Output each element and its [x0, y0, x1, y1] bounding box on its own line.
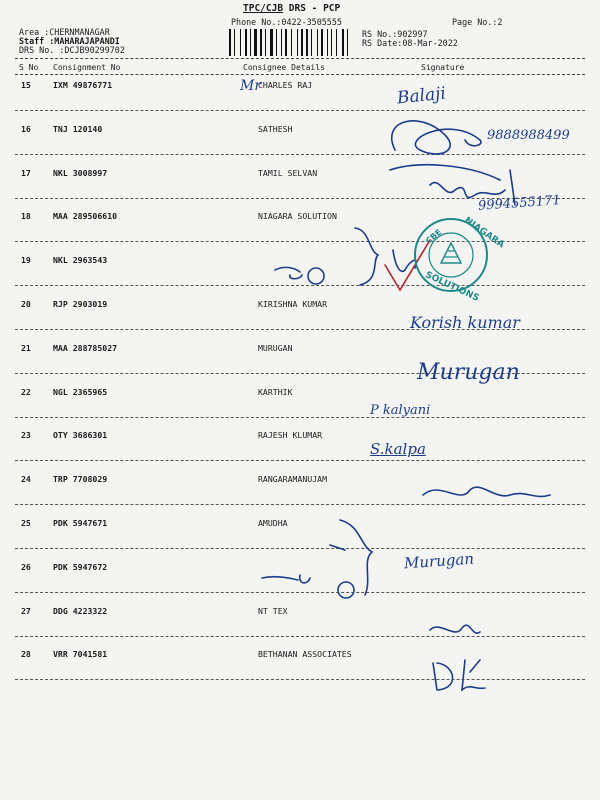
barcode-bar: [232, 29, 233, 56]
row-consignment-no: TNJ 120140: [53, 123, 103, 134]
row-consignee: KARTHIK: [258, 386, 293, 397]
barcode-bar: [242, 29, 244, 56]
barcode-bar: [245, 29, 247, 56]
barcode-bar: [321, 29, 323, 56]
row-divider: [15, 592, 585, 593]
barcode-bar: [263, 29, 264, 56]
barcode-bar: [234, 29, 235, 56]
row-divider: [15, 504, 585, 505]
column-header-signature: Signature: [421, 63, 465, 72]
barcode-bar: [317, 29, 318, 56]
row-divider: [15, 679, 585, 680]
row-sno: 25: [21, 518, 31, 528]
barcode-bar: [313, 29, 316, 56]
row-sno: 16: [21, 123, 31, 134]
barcode-bar: [319, 29, 320, 56]
row-consignment-no: VRR 7041581: [53, 649, 108, 660]
barcode-bar: [236, 29, 239, 56]
barcode-bar: [297, 29, 298, 56]
signature-row-20-text: Korish kumar: [410, 313, 520, 332]
row-sno: 18: [21, 211, 31, 222]
stamp-top-text: NIAGARA: [462, 215, 506, 251]
signature-row-26-text: Murugan: [403, 549, 475, 573]
phone-handwritten-16: 9888988499: [487, 128, 570, 143]
row-divider: [15, 460, 585, 461]
barcode-bar: [288, 29, 290, 56]
row-divider: [15, 285, 585, 286]
row-consignee: TAMIL SELVAN: [258, 167, 318, 178]
barcode-bar: [304, 29, 305, 56]
barcode-bar: [299, 29, 300, 56]
barcode-bar: [345, 29, 346, 56]
barcode-bar: [285, 29, 287, 56]
row-consignee: KIRISHNA KUMAR: [258, 299, 328, 309]
barcode-bar: [267, 29, 269, 56]
barcode-bar: [274, 29, 275, 56]
stamp-bottom-text: SOLUTIONS: [423, 270, 481, 304]
row-sno: 15: [21, 80, 31, 90]
barcode-bar: [342, 29, 344, 56]
table-row: [0, 80, 600, 124]
row-sno: 27: [21, 605, 31, 616]
page-number: Page No.:2: [452, 17, 503, 27]
signature-row-22-text: P kalyani: [370, 403, 431, 418]
barcode: [229, 29, 353, 56]
row-consignee: BETHANAN ASSOCIATES: [258, 649, 352, 660]
barcode-bar: [283, 29, 284, 56]
barcode-bar: [331, 29, 332, 56]
row-consignment-no: MAA 289506610: [53, 211, 118, 222]
row-consignment-no: IXM 49876771: [53, 80, 113, 90]
row-sno: 28: [21, 649, 31, 660]
row-consignment-no: PDK 5947671: [53, 518, 108, 528]
row-consignment-no: RJP 2903019: [53, 299, 108, 309]
table-row: [0, 518, 600, 562]
row-divider: [15, 548, 585, 549]
barcode-bar: [327, 29, 328, 56]
barcode-bar: [329, 29, 330, 56]
header-divider-bottom: [15, 74, 585, 75]
table-row: [0, 606, 600, 650]
row-consignment-no: PDK 5947672: [53, 561, 108, 572]
row-divider: [15, 636, 585, 637]
stamp-left-text: CBE: [424, 227, 444, 246]
table-row: [0, 562, 600, 606]
barcode-bar: [324, 29, 326, 56]
row-sno: 20: [21, 299, 31, 309]
row-consignment-no: DDG 4223322: [53, 605, 108, 616]
row-consignee: RANGARAMANUJAM: [258, 474, 328, 485]
row-sno: 24: [21, 474, 31, 485]
barcode-bar: [338, 29, 341, 56]
barcode-bar: [260, 29, 262, 56]
barcode-bar: [252, 29, 253, 56]
barcode-bar: [301, 29, 303, 56]
barcode-bar: [336, 29, 337, 56]
table-row: [0, 649, 600, 693]
barcode-bar: [270, 29, 273, 56]
signature-row-21-text: Murugan: [417, 360, 520, 385]
header-divider-top: [15, 58, 585, 59]
row-consignee: NT TEX: [258, 605, 288, 616]
barcode-bar: [291, 29, 292, 56]
row-consignee: CHARLES RAJ: [258, 80, 313, 90]
barcode-bar: [347, 29, 348, 56]
barcode-bar: [278, 29, 280, 56]
table-row: [0, 387, 600, 431]
row-divider: [15, 110, 585, 111]
area-label: Area :CHERNMANAGAR: [19, 27, 110, 37]
row-consignment-no: OTY 3686301: [53, 430, 108, 441]
row-consignment-no: MAA 288785027: [53, 342, 118, 353]
row-sno: 23: [21, 430, 31, 441]
table-row: [0, 430, 600, 474]
row-sno: 19: [21, 255, 31, 266]
barcode-bar: [311, 29, 312, 56]
barcode-bar: [229, 29, 231, 56]
column-header-sno: S No: [19, 63, 39, 72]
barcode-bar: [281, 29, 282, 56]
row-consignment-no: NGL 2365965: [53, 386, 108, 397]
row-consignment-no: TRP 7708029: [53, 474, 108, 485]
row-sno: 26: [21, 561, 31, 572]
barcode-bar: [254, 29, 257, 56]
row-consignee: NIAGARA SOLUTION: [258, 211, 337, 222]
barcode-bar: [250, 29, 251, 56]
phone-handwritten-17: 9994555171: [477, 193, 562, 214]
table-row: [0, 474, 600, 518]
row-sno: 17: [21, 167, 31, 178]
phone-number: Phone No.:0422-3505555: [231, 17, 342, 27]
row-consignee: RAJESH KLUMAR: [258, 430, 323, 441]
row-consignee: MURUGAN: [258, 342, 293, 353]
barcode-bar: [240, 29, 241, 56]
barcode-bar: [258, 29, 259, 56]
row-consignee: SATHESH: [258, 123, 293, 134]
signature-row-23-text: S.kalpa: [370, 440, 426, 458]
document-title: TPC/CJB DRS - PCP: [243, 3, 341, 14]
signature-row-15-text: Balaji: [396, 83, 447, 109]
barcode-bar: [248, 29, 249, 56]
row-consignment-no: NKL 2963543: [53, 255, 108, 266]
staff-label: Staff :MAHARAJAPANDI: [19, 36, 120, 46]
drs-number: DRS No. :DCJB90299702: [19, 45, 125, 55]
barcode-bar: [276, 29, 277, 56]
barcode-bar: [333, 29, 335, 56]
row-sno: 21: [21, 342, 31, 353]
barcode-bar: [265, 29, 266, 56]
row-sno: 22: [21, 386, 31, 397]
row-divider: [15, 154, 585, 155]
column-header-consignee: Consignee Details: [243, 63, 325, 72]
table-row: [0, 255, 600, 299]
rs-number: RS No.:902997: [362, 29, 428, 39]
table-row: [0, 211, 600, 255]
barcode-bar: [293, 29, 296, 56]
row-consignee: AMUDHA: [258, 518, 288, 528]
row-divider: [15, 417, 585, 418]
row-consignment-no: NKL 3008997: [53, 167, 108, 178]
barcode-bar: [306, 29, 308, 56]
column-header-consignment: Consignment No: [53, 63, 121, 72]
rs-date: RS Date:08-Mar-2022: [362, 38, 458, 48]
mr-prefix: Mr: [240, 78, 262, 94]
barcode-bar: [309, 29, 310, 56]
